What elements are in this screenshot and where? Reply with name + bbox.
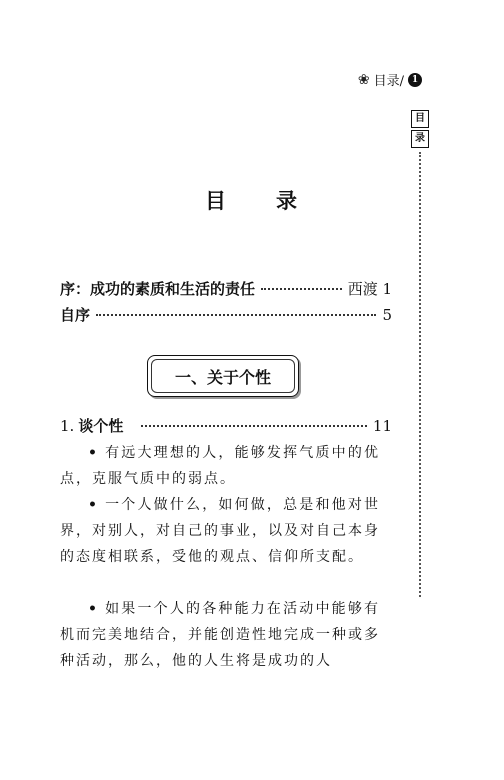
side-tab-mu: 目 xyxy=(411,110,429,128)
entry-number: 1. xyxy=(60,417,75,435)
toc-page: 西渡 1 xyxy=(347,280,392,298)
toc-leader xyxy=(261,288,342,290)
toc-label: 自序 xyxy=(60,306,91,324)
entry-page: 11 xyxy=(372,417,392,435)
page-title xyxy=(0,185,504,215)
section-heading: 一、关于个性 xyxy=(151,359,295,393)
toc-entry-author-preface[interactable] xyxy=(60,304,392,325)
page-number-badge: 1 xyxy=(408,73,422,87)
toc-leader xyxy=(141,425,367,427)
title-char-2: 录 xyxy=(276,188,299,213)
toc-entry-personality[interactable] xyxy=(60,415,392,436)
running-header xyxy=(358,70,422,89)
toc-page: 5 xyxy=(382,306,392,324)
title-char-1: 目 xyxy=(205,188,228,213)
bullet: • xyxy=(88,497,99,513)
flower-icon: ❀ xyxy=(357,71,370,88)
entry-label: 谈个性 xyxy=(78,417,124,435)
bullet: • xyxy=(88,601,99,617)
toc-label: 序：成功的素质和生活的责任 xyxy=(60,280,256,298)
quote-paragraph xyxy=(60,440,380,492)
quote-text: 有远大理想的人，能够发挥气质中的优点，克服气质中的弱点。 xyxy=(60,445,380,487)
side-dotted-line xyxy=(419,152,421,597)
toc-leader xyxy=(96,314,376,316)
bullet: • xyxy=(88,445,99,461)
toc-entry-preface[interactable] xyxy=(60,278,392,299)
side-tab-lu: 录 xyxy=(411,130,429,148)
quote-text: 一个人做什么，如何做，总是和他对世界，对别人，对自己的事业，以及对自己本身的态度相联系，受他的观点、信仰所支配。 xyxy=(60,497,380,565)
quote-text: 如果一个人的各种能力在活动中能够有机而完美地结合，并能创造性地完成一种或多种活动，那么，他的人生将是成功的人 xyxy=(60,601,380,669)
quote-paragraph xyxy=(60,596,380,674)
section-heading-box xyxy=(147,355,299,397)
header-label: 目录/ xyxy=(373,74,404,89)
quote-paragraph xyxy=(60,492,380,570)
